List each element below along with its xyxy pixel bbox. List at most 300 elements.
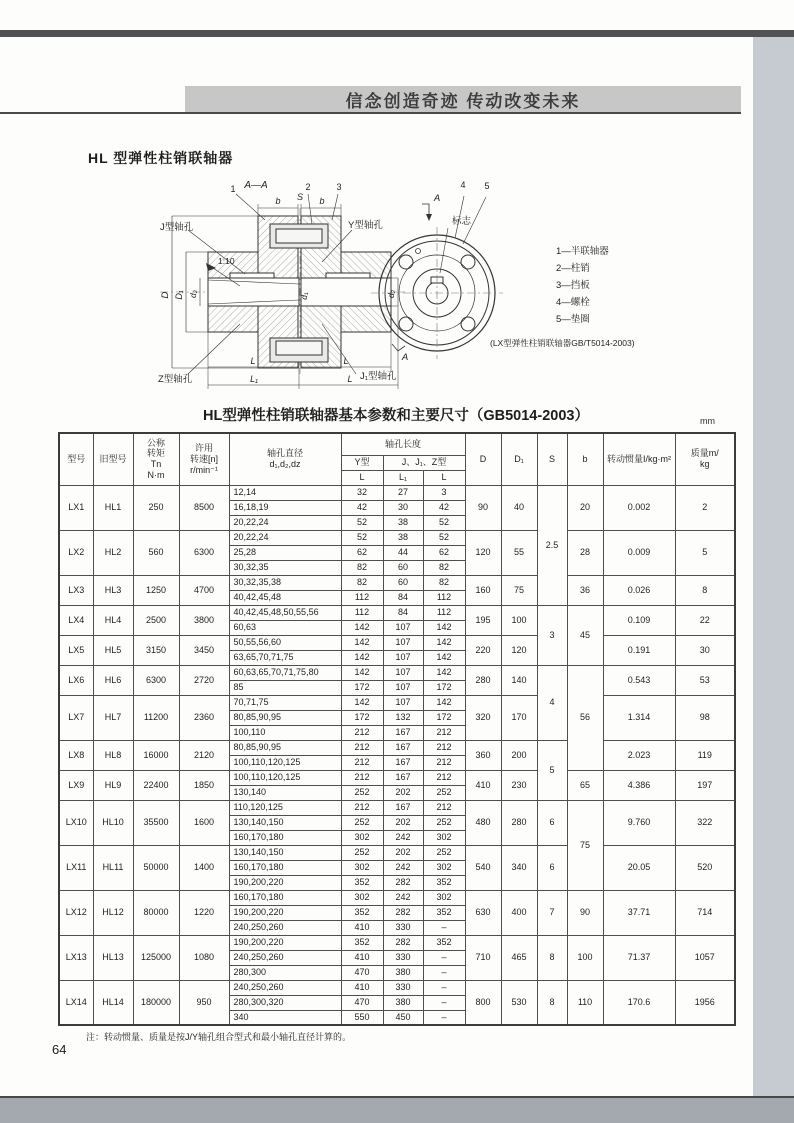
cell-L1: 380 xyxy=(383,965,423,980)
cell-L1: 330 xyxy=(383,980,423,995)
cell-inertia: 4.386 xyxy=(603,770,675,800)
cell-bore-diameters: 280,300,320 xyxy=(229,995,341,1010)
cell-speed: 2360 xyxy=(179,695,229,740)
cell-bore-diameters: 280,300 xyxy=(229,965,341,980)
cell-L-y: 252 xyxy=(341,815,383,830)
cell-bore-diameters: 70,71,75 xyxy=(229,695,341,710)
cell-L1: 330 xyxy=(383,920,423,935)
label-y-bore: Y型轴孔 xyxy=(348,220,383,231)
cell-L-z: 52 xyxy=(423,515,465,530)
cell-L-z: – xyxy=(423,980,465,995)
taper-label: 1:10 xyxy=(218,256,235,266)
cell-L-z: 52 xyxy=(423,530,465,545)
cell-L-y: 212 xyxy=(341,770,383,785)
col-header-S: S xyxy=(537,433,567,485)
cell-bore-diameters: 340 xyxy=(229,1010,341,1025)
cell-bore-diameters: 40,42,45,48 xyxy=(229,590,341,605)
bore-dia-line2: d₁,d₂,dz xyxy=(269,459,301,470)
cell-L-z: 302 xyxy=(423,860,465,875)
cell-mass: 22 xyxy=(675,605,735,635)
cell-bore-diameters: 20,22,24 xyxy=(229,515,341,530)
cell-L-z: 112 xyxy=(423,590,465,605)
cell-L1: 450 xyxy=(383,1010,423,1025)
cell-D: 195 xyxy=(465,605,501,635)
cell-model: LX3 xyxy=(59,575,93,605)
cell-torque: 560 xyxy=(133,530,179,575)
cell-D1: 280 xyxy=(501,800,537,845)
cell-L1: 30 xyxy=(383,500,423,515)
cell-L-y: 212 xyxy=(341,725,383,740)
cell-bore-diameters: 100,110,120,125 xyxy=(229,755,341,770)
cell-L-y: 42 xyxy=(341,500,383,515)
cell-old-model: HL14 xyxy=(93,980,133,1025)
cell-model: LX2 xyxy=(59,530,93,575)
cell-mass: 30 xyxy=(675,635,735,665)
bottom-frame-band xyxy=(0,1098,794,1123)
cell-speed: 1600 xyxy=(179,800,229,845)
cell-bore-diameters: 240,250,260 xyxy=(229,950,341,965)
cell-old-model: HL4 xyxy=(93,605,133,635)
cell-inertia: 9.760 xyxy=(603,800,675,845)
cell-L1: 167 xyxy=(383,755,423,770)
cell-old-model: HL13 xyxy=(93,935,133,980)
cell-L-z: 142 xyxy=(423,650,465,665)
cell-D: 220 xyxy=(465,635,501,665)
cell-L1: 202 xyxy=(383,785,423,800)
cell-bore-diameters: 110,120,125 xyxy=(229,800,341,815)
cell-b: 110 xyxy=(567,980,603,1025)
view-arrow-bottom: A xyxy=(401,352,409,363)
cell-L-z: – xyxy=(423,920,465,935)
cell-L-z: 212 xyxy=(423,755,465,770)
drawing-caption: (LX型弹性柱销联轴器GB/T5014-2003) xyxy=(490,338,635,348)
cell-bore-diameters: 50,55,56,60 xyxy=(229,635,341,650)
cell-S: 5 xyxy=(537,740,567,800)
cell-speed: 8500 xyxy=(179,485,229,530)
cell-torque: 35500 xyxy=(133,800,179,845)
cell-L-z: 3 xyxy=(423,485,465,500)
cell-bore-diameters: 100,110 xyxy=(229,725,341,740)
cell-bore-diameters: 85 xyxy=(229,680,341,695)
cell-old-model: HL6 xyxy=(93,665,133,695)
dim-L-bottom-right2: L xyxy=(347,374,353,384)
cell-L-z: 352 xyxy=(423,905,465,920)
cell-L-z: 142 xyxy=(423,695,465,710)
col-header-b: b xyxy=(567,433,603,485)
cell-mass: 1956 xyxy=(675,980,735,1025)
col-header-mass xyxy=(675,433,735,485)
cell-L1: 107 xyxy=(383,620,423,635)
col-header-model: 型号 xyxy=(59,433,93,485)
cell-b: 56 xyxy=(567,665,603,770)
cell-inertia: 0.026 xyxy=(603,575,675,605)
legend-item-2: 2—柱销 xyxy=(556,263,590,274)
cell-L-y: 32 xyxy=(341,485,383,500)
col-header-speed xyxy=(179,433,229,485)
col-header-inertia: 转动惯量I/kg·m² xyxy=(603,433,675,485)
cell-D: 540 xyxy=(465,845,501,890)
mass-line1: 质量m/ xyxy=(690,448,719,459)
spec-row xyxy=(59,665,735,680)
cell-L-y: 172 xyxy=(341,710,383,725)
banner-underline xyxy=(0,112,741,114)
cell-L1: 167 xyxy=(383,740,423,755)
cell-L1: 107 xyxy=(383,680,423,695)
cell-bore-diameters: 30,32,35 xyxy=(229,560,341,575)
cell-mass: 322 xyxy=(675,800,735,845)
cell-torque: 22400 xyxy=(133,770,179,800)
cell-S: 6 xyxy=(537,800,567,845)
dim-b-left: b xyxy=(275,196,281,206)
cell-bore-diameters: 130,140 xyxy=(229,785,341,800)
cell-model: LX6 xyxy=(59,665,93,695)
col-header-old-model: 旧型号 xyxy=(93,433,133,485)
cell-S: 3 xyxy=(537,605,567,665)
cell-L1: 380 xyxy=(383,995,423,1010)
cell-L-z: 212 xyxy=(423,770,465,785)
cell-D1: 200 xyxy=(501,740,537,770)
cell-L1: 242 xyxy=(383,890,423,905)
cell-D1: 140 xyxy=(501,665,537,695)
cell-L1: 38 xyxy=(383,530,423,545)
spec-row xyxy=(59,530,735,545)
cell-b: 90 xyxy=(567,890,603,935)
right-frame-band xyxy=(753,37,794,1097)
cell-b: 65 xyxy=(567,770,603,800)
cell-inertia: 0.002 xyxy=(603,485,675,530)
cell-D: 90 xyxy=(465,485,501,530)
col-header-torque xyxy=(133,433,179,485)
cell-L1: 84 xyxy=(383,605,423,620)
cell-model: LX11 xyxy=(59,845,93,890)
cell-model: LX10 xyxy=(59,800,93,845)
cell-old-model: HL1 xyxy=(93,485,133,530)
cell-L-y: 470 xyxy=(341,965,383,980)
torque-line2: 转矩 xyxy=(146,448,165,459)
cell-inertia: 0.191 xyxy=(603,635,675,665)
cell-L-y: 142 xyxy=(341,620,383,635)
cell-L-y: 302 xyxy=(341,890,383,905)
cell-S: 8 xyxy=(537,935,567,980)
cell-bore-diameters: 190,200,220 xyxy=(229,935,341,950)
cell-L1: 107 xyxy=(383,665,423,680)
cell-b: 75 xyxy=(567,800,603,890)
cell-bore-diameters: 16,18,19 xyxy=(229,500,341,515)
dim-D1: D₁ xyxy=(174,290,184,300)
cell-L-y: 142 xyxy=(341,665,383,680)
cell-D1: 230 xyxy=(501,770,537,800)
cell-L-z: 172 xyxy=(423,710,465,725)
cell-model: LX9 xyxy=(59,770,93,800)
cell-L-z: – xyxy=(423,950,465,965)
callout-2: 2 xyxy=(305,182,311,192)
cell-inertia: 0.543 xyxy=(603,665,675,695)
dim-L-bottom-right: L xyxy=(343,356,349,366)
cell-b: 28 xyxy=(567,530,603,575)
dim-L-bottom-left: L xyxy=(250,356,256,366)
cell-L-z: 302 xyxy=(423,890,465,905)
cell-bore-diameters: 130,140,150 xyxy=(229,845,341,860)
cell-L-z: 302 xyxy=(423,830,465,845)
slogan-banner xyxy=(185,86,741,112)
cell-L-y: 142 xyxy=(341,635,383,650)
unit-label: mm xyxy=(700,416,715,426)
torque-line4: N·m xyxy=(147,470,165,481)
spec-row xyxy=(59,935,735,950)
cell-D: 710 xyxy=(465,935,501,980)
cell-bore-diameters: 40,42,45,48,50,55,56 xyxy=(229,605,341,620)
callout-1: 1 xyxy=(230,184,236,194)
cell-D: 320 xyxy=(465,695,501,740)
cell-L-z: 172 xyxy=(423,680,465,695)
cell-L-z: – xyxy=(423,1010,465,1025)
cell-L-y: 112 xyxy=(341,590,383,605)
slogan-text: 信念创造奇迹 传动改变未来 xyxy=(345,91,581,111)
cell-inertia: 170.6 xyxy=(603,980,675,1025)
cell-mass: 1057 xyxy=(675,935,735,980)
col-header-bore-length: 轴孔长度 xyxy=(341,433,465,455)
cell-old-model: HL12 xyxy=(93,890,133,935)
cell-speed: 950 xyxy=(179,980,229,1025)
cell-D: 630 xyxy=(465,890,501,935)
cell-L-y: 172 xyxy=(341,680,383,695)
table-note: 注：转动惯量、质量是按J/Y轴孔组合型式和最小轴孔直径计算的。 xyxy=(86,1032,352,1042)
parts-legend xyxy=(556,245,609,325)
cell-L-y: 352 xyxy=(341,935,383,950)
cell-model: LX14 xyxy=(59,980,93,1025)
cell-L1: 202 xyxy=(383,845,423,860)
cell-L-z: 212 xyxy=(423,725,465,740)
cell-bore-diameters: 190,200,220 xyxy=(229,905,341,920)
dim-D: D xyxy=(160,291,171,299)
cell-inertia: 37.71 xyxy=(603,890,675,935)
cell-old-model: HL10 xyxy=(93,800,133,845)
cell-L-y: 142 xyxy=(341,650,383,665)
cell-L-z: 252 xyxy=(423,815,465,830)
cell-model: LX7 xyxy=(59,695,93,740)
cell-L-y: 52 xyxy=(341,515,383,530)
cell-S: 2.5 xyxy=(537,485,567,605)
cell-D: 280 xyxy=(465,665,501,695)
cell-L-z: 82 xyxy=(423,560,465,575)
cell-L-y: 302 xyxy=(341,830,383,845)
cell-torque: 180000 xyxy=(133,980,179,1025)
cell-inertia: 71.37 xyxy=(603,935,675,980)
speed-line2: 转速[n] xyxy=(189,453,218,464)
dim-b-right: b xyxy=(319,196,325,206)
col-header-bore-diameter xyxy=(229,433,341,485)
col-header-L1: L₁ xyxy=(383,470,423,485)
cell-bore-diameters: 160,170,180 xyxy=(229,830,341,845)
spec-row xyxy=(59,635,735,650)
cell-L-y: 62 xyxy=(341,545,383,560)
cell-L1: 107 xyxy=(383,695,423,710)
cell-torque: 80000 xyxy=(133,890,179,935)
cell-L-y: 82 xyxy=(341,575,383,590)
cell-model: LX4 xyxy=(59,605,93,635)
cell-bore-diameters: 190,200,220 xyxy=(229,875,341,890)
cell-b: 100 xyxy=(567,935,603,980)
cell-speed: 3450 xyxy=(179,635,229,665)
cell-inertia: 2.023 xyxy=(603,740,675,770)
callout-3: 3 xyxy=(336,182,342,192)
cell-mass: 197 xyxy=(675,770,735,800)
cell-speed: 6300 xyxy=(179,530,229,575)
label-z-bore: Z型轴孔 xyxy=(158,374,193,385)
cell-inertia: 0.109 xyxy=(603,605,675,635)
mass-line2: kg xyxy=(700,459,710,470)
cell-L1: 27 xyxy=(383,485,423,500)
callout-4: 4 xyxy=(460,180,466,190)
cell-mass: 2 xyxy=(675,485,735,530)
cell-L1: 242 xyxy=(383,860,423,875)
cell-D: 480 xyxy=(465,800,501,845)
cell-mass: 714 xyxy=(675,890,735,935)
cell-L1: 167 xyxy=(383,770,423,785)
label-j-bore: J型轴孔 xyxy=(160,222,194,233)
cell-D1: 340 xyxy=(501,845,537,890)
dim-L1-bottom: L₁ xyxy=(250,374,258,384)
cell-D: 160 xyxy=(465,575,501,605)
cell-L-z: 352 xyxy=(423,875,465,890)
torque-line3: Tn xyxy=(150,459,162,470)
cell-L1: 282 xyxy=(383,875,423,890)
col-header-y-type: Y型 xyxy=(341,455,383,470)
speed-line1: 许用 xyxy=(194,443,213,454)
col-header-Lz: L xyxy=(423,470,465,485)
cell-model: LX12 xyxy=(59,890,93,935)
cell-L-z: 252 xyxy=(423,785,465,800)
dim-d2-right: d₂ xyxy=(386,290,396,298)
legend-item-3: 3—挡板 xyxy=(556,280,590,291)
cell-speed: 1850 xyxy=(179,770,229,800)
cell-D: 410 xyxy=(465,770,501,800)
cell-speed: 1080 xyxy=(179,935,229,980)
cell-L-y: 470 xyxy=(341,995,383,1010)
cell-L-z: 352 xyxy=(423,935,465,950)
col-header-D1: D₁ xyxy=(501,433,537,485)
cell-D: 800 xyxy=(465,980,501,1025)
cell-S: 6 xyxy=(537,845,567,890)
cell-old-model: HL7 xyxy=(93,695,133,740)
cell-mass: 53 xyxy=(675,665,735,695)
page-number: 64 xyxy=(52,1042,67,1057)
spec-row xyxy=(59,890,735,905)
cell-L1: 132 xyxy=(383,710,423,725)
cell-bore-diameters: 160,170,180 xyxy=(229,860,341,875)
cell-bore-diameters: 80,85,90,95 xyxy=(229,740,341,755)
cell-model: LX5 xyxy=(59,635,93,665)
cell-bore-diameters: 240,250,260 xyxy=(229,920,341,935)
cell-L1: 202 xyxy=(383,815,423,830)
cell-L-y: 212 xyxy=(341,800,383,815)
cell-old-model: HL5 xyxy=(93,635,133,665)
cell-old-model: HL8 xyxy=(93,740,133,770)
cell-b: 45 xyxy=(567,605,603,665)
cell-L-z: – xyxy=(423,965,465,980)
cell-L1: 167 xyxy=(383,725,423,740)
mark-label: 标志 xyxy=(452,216,472,227)
cell-torque: 2500 xyxy=(133,605,179,635)
cell-L-y: 550 xyxy=(341,1010,383,1025)
speed-line3: r/min⁻¹ xyxy=(190,464,218,475)
cell-L-z: 212 xyxy=(423,800,465,815)
cell-L-y: 112 xyxy=(341,605,383,620)
bore-dia-line1: 轴孔直径 xyxy=(266,448,303,459)
cell-torque: 1250 xyxy=(133,575,179,605)
cell-L-y: 302 xyxy=(341,860,383,875)
cell-L1: 330 xyxy=(383,950,423,965)
cell-old-model: HL3 xyxy=(93,575,133,605)
spec-row xyxy=(59,485,735,500)
label-j1-bore: J₁型轴孔 xyxy=(360,371,397,382)
cell-D1: 170 xyxy=(501,695,537,740)
coupling-technical-drawing xyxy=(60,174,732,396)
view-arrow-top: A xyxy=(433,193,441,204)
spec-row xyxy=(59,980,735,995)
cell-L1: 107 xyxy=(383,635,423,650)
spec-table-head xyxy=(59,433,735,485)
cell-L1: 84 xyxy=(383,590,423,605)
cell-speed: 4700 xyxy=(179,575,229,605)
cell-L-y: 252 xyxy=(341,785,383,800)
cell-b: 20 xyxy=(567,485,603,530)
legend-item-1: 1—半联轴器 xyxy=(556,246,609,257)
col-header-jjz-type: J、J₁、Z型 xyxy=(383,455,465,470)
cell-bore-diameters: 20,22,24 xyxy=(229,530,341,545)
cell-D1: 40 xyxy=(501,485,537,530)
cell-L-z: 82 xyxy=(423,575,465,590)
spec-row xyxy=(59,695,735,710)
cell-L-y: 352 xyxy=(341,905,383,920)
cell-torque: 16000 xyxy=(133,740,179,770)
section-title: HL 型弹性柱销联轴器 xyxy=(88,150,234,166)
cell-S: 8 xyxy=(537,980,567,1025)
col-header-L: L xyxy=(341,470,383,485)
spec-row xyxy=(59,800,735,815)
cell-S: 7 xyxy=(537,890,567,935)
cell-D1: 465 xyxy=(501,935,537,980)
spec-row xyxy=(59,770,735,785)
cell-mass: 98 xyxy=(675,695,735,740)
cell-S: 4 xyxy=(537,665,567,740)
cell-torque: 11200 xyxy=(133,695,179,740)
cell-D1: 530 xyxy=(501,980,537,1025)
cell-L1: 282 xyxy=(383,935,423,950)
cell-inertia: 0.009 xyxy=(603,530,675,575)
callout-5: 5 xyxy=(484,181,490,191)
cell-L-z: 142 xyxy=(423,635,465,650)
cell-speed: 1400 xyxy=(179,845,229,890)
cell-old-model: HL11 xyxy=(93,845,133,890)
cell-torque: 50000 xyxy=(133,845,179,890)
cell-L-y: 410 xyxy=(341,920,383,935)
cell-D: 360 xyxy=(465,740,501,770)
cell-bore-diameters: 130,140,150 xyxy=(229,815,341,830)
cell-mass: 8 xyxy=(675,575,735,605)
cell-L1: 167 xyxy=(383,800,423,815)
cell-mass: 5 xyxy=(675,530,735,575)
top-frame-strip xyxy=(0,30,794,37)
cell-model: LX13 xyxy=(59,935,93,980)
cell-L1: 38 xyxy=(383,515,423,530)
cell-L1: 44 xyxy=(383,545,423,560)
cell-torque: 6300 xyxy=(133,665,179,695)
cell-D1: 75 xyxy=(501,575,537,605)
cell-D1: 100 xyxy=(501,605,537,635)
cell-bore-diameters: 80,85,90,95 xyxy=(229,710,341,725)
cell-L-y: 82 xyxy=(341,560,383,575)
